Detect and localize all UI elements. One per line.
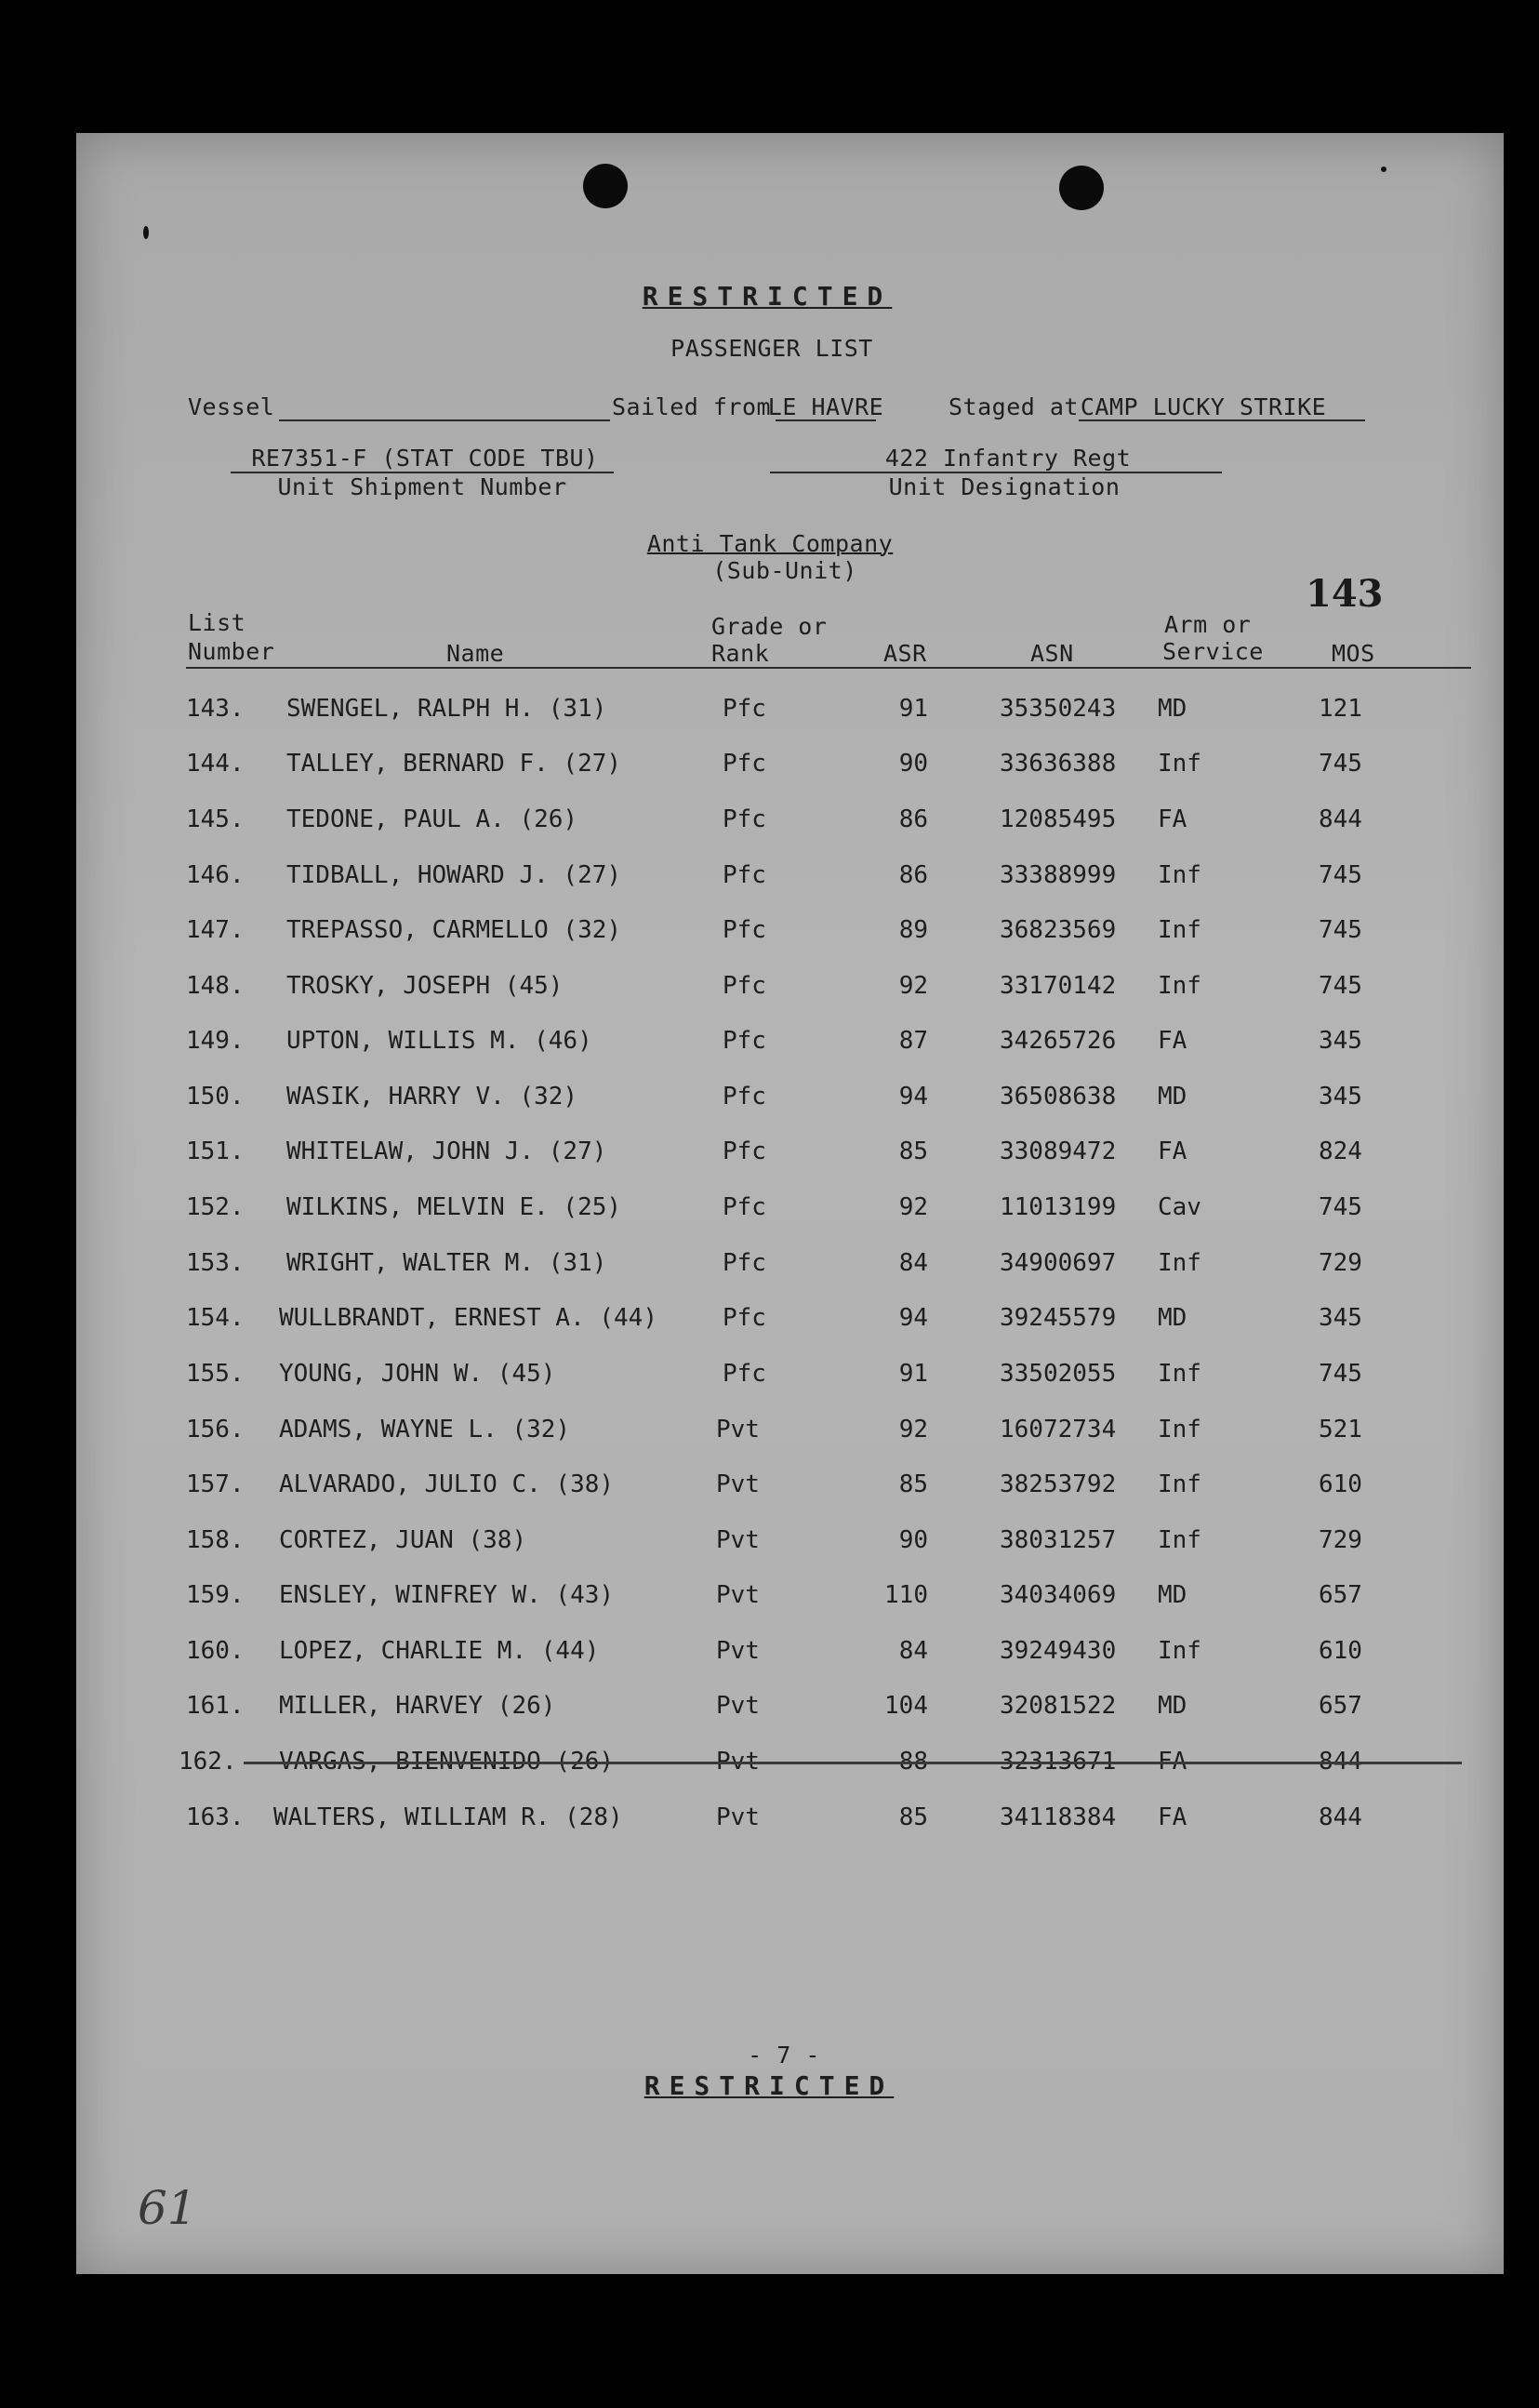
asn: 16072734 (1000, 1416, 1117, 1443)
arm-service: FA (1158, 1027, 1187, 1055)
grade: Pfc (723, 916, 766, 944)
mos: 345 (1319, 1304, 1362, 1332)
table-row-struck (76, 1748, 1504, 1785)
table-row (76, 1470, 1504, 1508)
asr: 90 (898, 750, 928, 778)
asn: 11013199 (1000, 1193, 1117, 1221)
passenger-name: TALLEY, BERNARD F. (27) (286, 750, 622, 778)
grade: Pvt (716, 1748, 760, 1776)
passenger-name: UPTON, WILLIS M. (46) (286, 1027, 592, 1055)
asn: 39245579 (1000, 1304, 1117, 1332)
passenger-name: TEDONE, PAUL A. (26) (286, 805, 578, 833)
grade: Pvt (716, 1416, 760, 1443)
arm-service: Inf (1158, 861, 1201, 889)
table-row (76, 1692, 1504, 1729)
passenger-name: LOPEZ, CHARLIE M. (44) (279, 1637, 600, 1665)
grade: Pfc (723, 1083, 766, 1111)
mos: 345 (1319, 1027, 1362, 1055)
list-number: 151. (186, 1137, 245, 1165)
list-number: 149. (186, 1027, 245, 1055)
mos: 745 (1319, 1193, 1362, 1221)
punch-hole-left (583, 164, 628, 208)
asr: 91 (898, 695, 928, 723)
mos: 657 (1319, 1692, 1362, 1720)
table-row (76, 1526, 1504, 1563)
asn: 39249430 (1000, 1637, 1117, 1665)
list-number: 147. (186, 916, 245, 944)
mos: 345 (1319, 1083, 1362, 1111)
asn: 33089472 (1000, 1137, 1117, 1165)
asr: 85 (898, 1803, 928, 1831)
passenger-name: ALVARADO, JULIO C. (38) (279, 1470, 615, 1498)
asr: 84 (898, 1637, 928, 1665)
list-number: 145. (186, 805, 245, 833)
passenger-name: WRIGHT, WALTER M. (31) (286, 1249, 607, 1277)
asn: 33502055 (1000, 1360, 1117, 1388)
vessel-underline (279, 419, 610, 421)
grade: Pfc (723, 1027, 766, 1055)
asn: 38031257 (1000, 1526, 1117, 1554)
staged-at-value: CAMP LUCKY STRIKE (1080, 393, 1327, 420)
passenger-name: TREPASSO, CARMELLO (32) (286, 916, 622, 944)
table-row (76, 1304, 1504, 1341)
sailed-from-value: LE HAVRE (767, 393, 884, 420)
mos: 844 (1319, 1748, 1362, 1776)
list-number: 146. (186, 861, 245, 889)
asr: 85 (898, 1470, 928, 1498)
asn: 36823569 (1000, 916, 1117, 944)
punch-hole-right (1059, 166, 1104, 210)
mos: 824 (1319, 1137, 1362, 1165)
grade: Pvt (716, 1526, 760, 1554)
asr: 110 (884, 1581, 928, 1609)
header-mos: MOS (1332, 640, 1375, 667)
mos: 745 (1319, 916, 1362, 944)
mos: 729 (1319, 1249, 1362, 1277)
grade: Pfc (723, 972, 766, 1000)
passenger-name: ADAMS, WAYNE L. (32) (279, 1416, 571, 1443)
mos: 844 (1319, 1803, 1362, 1831)
passenger-name: MILLER, HARVEY (26) (279, 1692, 556, 1720)
arm-service: MD (1158, 1304, 1187, 1332)
table-row (76, 1193, 1504, 1231)
header-name: Name (446, 640, 505, 667)
asr: 104 (884, 1692, 928, 1720)
handwritten-note: 61 (138, 2181, 197, 2235)
list-number: 163. (186, 1803, 245, 1831)
header-arm-line1: Arm or (1164, 611, 1252, 638)
asr: 94 (898, 1083, 928, 1111)
passenger-name: WULLBRANDT, ERNEST A. (44) (279, 1304, 657, 1332)
asn: 35350243 (1000, 695, 1117, 723)
table-row (76, 1803, 1504, 1841)
asr: 84 (898, 1249, 928, 1277)
mos: 610 (1319, 1470, 1362, 1498)
document-page (76, 133, 1504, 2274)
table-row (76, 805, 1504, 843)
mos: 610 (1319, 1637, 1362, 1665)
list-number: 153. (186, 1249, 245, 1277)
table-row (76, 1027, 1504, 1064)
grade: Pfc (723, 750, 766, 778)
grade: Pfc (723, 1304, 766, 1332)
grade: Pvt (716, 1692, 760, 1720)
arm-service: FA (1158, 1137, 1187, 1165)
passenger-name: WILKINS, MELVIN E. (25) (286, 1193, 622, 1221)
page-number-stamp: 143 (1306, 572, 1384, 616)
arm-service: Inf (1158, 1360, 1201, 1388)
list-number: 152. (186, 1193, 245, 1221)
arm-service: Inf (1158, 1249, 1201, 1277)
arm-service: Inf (1158, 972, 1201, 1000)
passenger-name: WHITELAW, JOHN J. (27) (286, 1137, 607, 1165)
grade: Pfc (723, 1360, 766, 1388)
passenger-name: VARGAS, BIENVENIDO (26) (279, 1748, 615, 1776)
table-row (76, 1360, 1504, 1397)
list-number: 158. (186, 1526, 245, 1554)
header-grade-line1: Grade or (711, 613, 828, 640)
list-number: 156. (186, 1416, 245, 1443)
sailed-from-label: Sailed from (612, 393, 772, 420)
sub-unit-value: Anti Tank Company (646, 530, 894, 557)
table-row (76, 1581, 1504, 1618)
header-list-number-line2: Number (188, 638, 275, 665)
grade: Pvt (716, 1803, 760, 1831)
asr: 88 (898, 1748, 928, 1776)
grade: Pfc (723, 1193, 766, 1221)
grade: Pvt (716, 1470, 760, 1498)
asn: 34265726 (1000, 1027, 1117, 1055)
arm-service: FA (1158, 805, 1187, 833)
list-number: 157. (186, 1470, 245, 1498)
staged-at-label: Staged at (949, 393, 1079, 420)
mos: 521 (1319, 1416, 1362, 1443)
table-row (76, 1416, 1504, 1453)
grade: Pfc (723, 1137, 766, 1165)
asn: 12085495 (1000, 805, 1117, 833)
mos: 657 (1319, 1581, 1362, 1609)
mos: 121 (1319, 695, 1362, 723)
asn: 34118384 (1000, 1803, 1117, 1831)
restricted-heading-bottom: RESTRICTED (643, 2070, 895, 2101)
asn: 33170142 (1000, 972, 1117, 1000)
list-number: 143. (186, 695, 245, 723)
table-row (76, 1137, 1504, 1175)
unit-shipment-label: Unit Shipment Number (277, 473, 567, 500)
mos: 745 (1319, 1360, 1362, 1388)
asn: 36508638 (1000, 1083, 1117, 1111)
list-number: 150. (186, 1083, 245, 1111)
asr: 92 (898, 1416, 928, 1443)
list-number: 155. (186, 1360, 245, 1388)
list-number: 154. (186, 1304, 245, 1332)
sub-unit-label: (Sub-Unit) (712, 557, 857, 584)
arm-service: Inf (1158, 750, 1201, 778)
arm-service: FA (1158, 1803, 1187, 1831)
asr: 85 (898, 1137, 928, 1165)
mos: 745 (1319, 750, 1362, 778)
header-list-number-line1: List (188, 609, 246, 636)
grade: Pfc (723, 695, 766, 723)
asn: 38253792 (1000, 1470, 1117, 1498)
passenger-name: ENSLEY, WINFREY W. (43) (279, 1581, 615, 1609)
passenger-name: YOUNG, JOHN W. (45) (279, 1360, 556, 1388)
arm-service: Cav (1158, 1193, 1201, 1221)
mos: 729 (1319, 1526, 1362, 1554)
list-number: 162. (179, 1748, 237, 1776)
asr: 94 (898, 1304, 928, 1332)
mos: 745 (1319, 861, 1362, 889)
arm-service: MD (1158, 1692, 1187, 1720)
asn: 33636388 (1000, 750, 1117, 778)
passenger-name: WASIK, HARRY V. (32) (286, 1083, 578, 1111)
table-row (76, 1249, 1504, 1286)
grade: Pvt (716, 1637, 760, 1665)
passenger-name: WALTERS, WILLIAM R. (28) (273, 1803, 623, 1831)
sailed-from-underline (776, 419, 876, 421)
asn: 34034069 (1000, 1581, 1117, 1609)
arm-service: Inf (1158, 1637, 1201, 1665)
grade: Pfc (723, 805, 766, 833)
list-number: 144. (186, 750, 245, 778)
asn: 33388999 (1000, 861, 1117, 889)
grade: Pfc (723, 1249, 766, 1277)
asn: 32081522 (1000, 1692, 1117, 1720)
asr: 92 (898, 972, 928, 1000)
header-grade-line2: Rank (711, 640, 770, 667)
grade: Pfc (723, 861, 766, 889)
ink-speck (143, 226, 149, 239)
asr: 91 (898, 1360, 928, 1388)
staged-at-underline (1079, 419, 1365, 421)
asn: 32313671 (1000, 1748, 1117, 1776)
strike-through-line (244, 1762, 1462, 1764)
header-arm-line2: Service (1162, 638, 1264, 665)
vessel-label: Vessel (188, 393, 275, 420)
arm-service: Inf (1158, 916, 1201, 944)
header-underline (186, 667, 1471, 669)
asn: 34900697 (1000, 1249, 1117, 1277)
asr: 87 (898, 1027, 928, 1055)
list-number: 161. (186, 1692, 245, 1720)
asr: 90 (898, 1526, 928, 1554)
arm-service: MD (1158, 1581, 1187, 1609)
asr: 92 (898, 1193, 928, 1221)
unit-shipment-value: RE7351-F (STAT CODE TBU) (251, 445, 599, 472)
table-row (76, 695, 1504, 732)
unit-designation-value: 422 Infantry Regt (884, 445, 1132, 472)
list-number: 160. (186, 1637, 245, 1665)
grade: Pvt (716, 1581, 760, 1609)
asr: 86 (898, 805, 928, 833)
passenger-name: SWENGEL, RALPH H. (31) (286, 695, 607, 723)
table-row (76, 1637, 1504, 1674)
mos: 844 (1319, 805, 1362, 833)
arm-service: FA (1158, 1748, 1187, 1776)
ink-speck (1381, 166, 1386, 172)
unit-designation-label: Unit Designation (888, 473, 1121, 500)
header-asr: ASR (883, 640, 927, 667)
arm-service: MD (1158, 695, 1187, 723)
arm-service: Inf (1158, 1416, 1201, 1443)
table-row (76, 750, 1504, 787)
asr: 86 (898, 861, 928, 889)
passenger-name: TIDBALL, HOWARD J. (27) (286, 861, 622, 889)
passenger-list-title: PASSENGER LIST (670, 335, 873, 362)
arm-service: Inf (1158, 1470, 1201, 1498)
table-row (76, 916, 1504, 953)
header-asn: ASN (1030, 640, 1074, 667)
restricted-heading-top: RESTRICTED (642, 281, 893, 312)
table-row (76, 861, 1504, 898)
list-number: 159. (186, 1581, 245, 1609)
arm-service: MD (1158, 1083, 1187, 1111)
page-number: - 7 - (748, 2042, 820, 2069)
list-number: 148. (186, 972, 245, 1000)
passenger-name: TROSKY, JOSEPH (45) (286, 972, 564, 1000)
asr: 89 (898, 916, 928, 944)
passenger-name: CORTEZ, JUAN (38) (279, 1526, 527, 1554)
arm-service: Inf (1158, 1526, 1201, 1554)
mos: 745 (1319, 972, 1362, 1000)
table-row (76, 972, 1504, 1009)
table-row (76, 1083, 1504, 1120)
